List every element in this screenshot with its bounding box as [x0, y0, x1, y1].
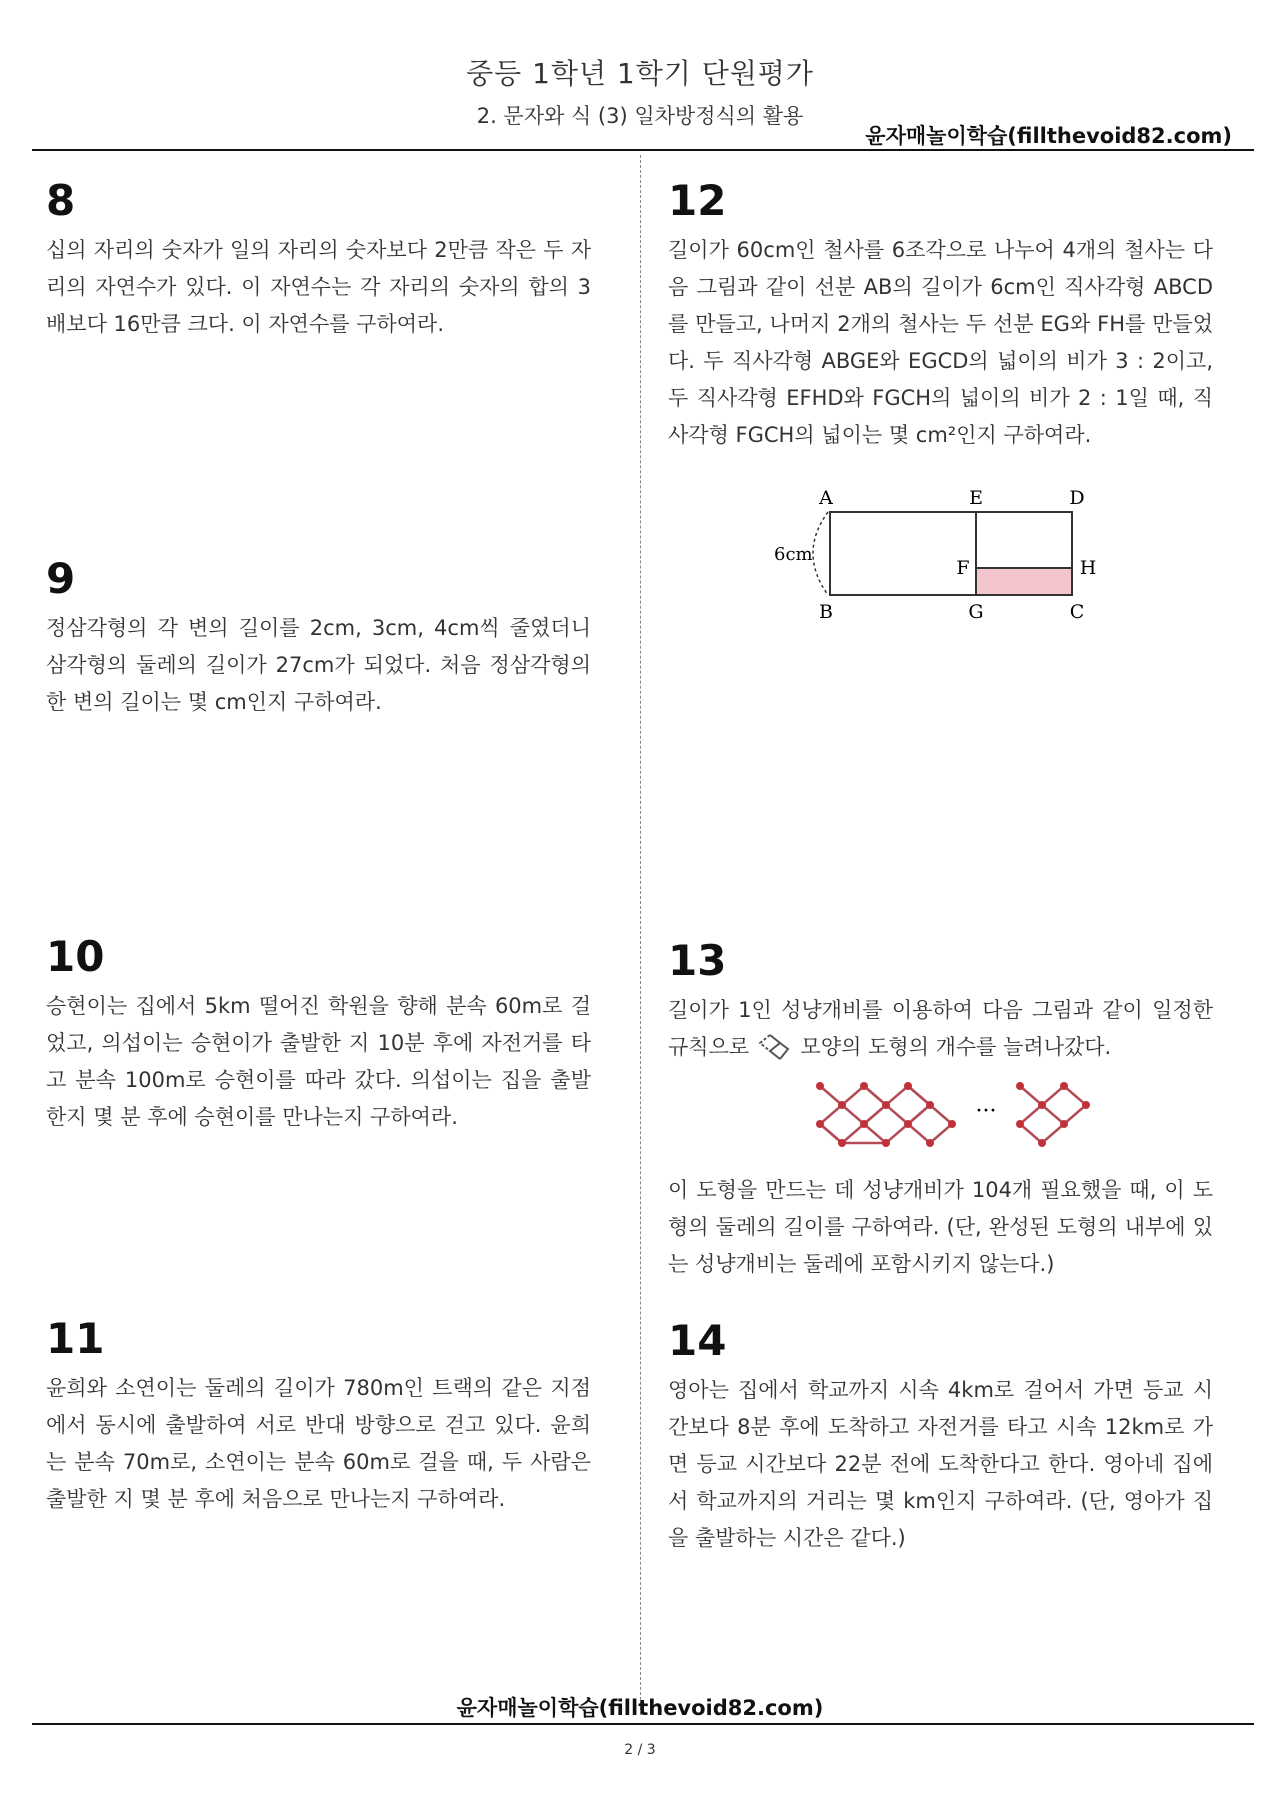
label-d: D — [1069, 487, 1085, 509]
brand-header: 윤자매놀이학습(fillthevoid82.com) — [865, 124, 1232, 148]
label-c: C — [1069, 601, 1085, 623]
page-number: 2 / 3 — [624, 1742, 656, 1758]
question-text-part-a: 길이가 1인 성냥개비를 이용하여 다음 그림과 같이 일정한 규칙으로 — [668, 998, 1213, 1059]
question-12 — [668, 176, 1213, 454]
question-number: 12 — [668, 176, 727, 225]
question-number: 11 — [46, 1314, 105, 1363]
matchstick-pattern — [810, 1078, 1100, 1168]
question-number: 9 — [46, 554, 76, 603]
question-13 — [668, 936, 1213, 1066]
page-title: 중등 1학년 1학기 단원평가 — [466, 57, 814, 90]
label-b: B — [819, 601, 833, 623]
question-13-continued — [668, 1172, 1213, 1283]
footer-rule — [32, 1723, 1254, 1725]
dimension-arc — [813, 512, 828, 595]
label-f: F — [956, 557, 970, 579]
question-8 — [46, 176, 591, 343]
page-subtitle: 2. 문자와 식 (3) 일차방정식의 활용 — [476, 104, 804, 128]
question-text: 승현이는 집에서 5km 떨어진 학원을 향해 분속 60m로 걸었고, 의섭이는 승현이가 출발한 지 10분 후에 자전거를 타고 분속 100m로 승현이를 따라 갔다. 의섭이는 집을 출발한지 몇 분 후에 승현이를 만나는지 구하여라. — [46, 994, 591, 1129]
question-text: 영아는 집에서 학교까지 시속 4km로 걸어서 가면 등교 시간보다 8분 후에 도착하고 자전거를 타고 시속 12km로 가면 등교 시간보다 22분 전에 도착한다고 한다. 영아네 집에서 학교까지의 거리는 몇 km인지 구하여라. (단, 영아가 집을 출발하는 시간은 같다.) — [668, 1378, 1213, 1550]
brand-footer: 윤자매놀이학습(fillthevoid82.com) — [456, 1696, 824, 1720]
question-9 — [46, 554, 591, 721]
question-number: 8 — [46, 176, 76, 225]
pattern-ellipsis: ··· — [975, 1099, 997, 1124]
chevron-unit-last — [1020, 1086, 1086, 1143]
question-number: 14 — [668, 1316, 727, 1365]
label-g: G — [968, 601, 984, 623]
question-14 — [668, 1316, 1213, 1557]
question-text: 길이가 60cm인 철사를 6조각으로 나누어 4개의 철사는 다음 그림과 같이 선분 AB의 길이가 6cm인 직사각형 ABCD를 만들고, 나머지 2개의 철사는 두 선분 EG와 FH를 만들었다. 두 직사각형 ABGE와 EGCD의 넓이의 비가 3 : 2이고, 두 직사각형 EFHD와 FGCH의 넓이의 비가 2 : 1일 때, 직사각형 FGCH의 넓이는 몇 cm²인지 구하여라. — [668, 238, 1213, 447]
question-text-part-c: 이 도형을 만드는 데 성냥개비가 104개 필요했을 때, 이 도형의 둘레의 길이를 구하여라. (단, 완성된 도형의 내부에 있는 성냥개비는 둘레에 포함시키지 않는다.) — [668, 1178, 1213, 1276]
question-number: 13 — [668, 936, 727, 985]
label-e: E — [969, 487, 983, 509]
label-h: H — [1079, 557, 1097, 579]
shaded-rectangle-fgch — [976, 568, 1072, 595]
question-10 — [46, 932, 591, 1136]
question-11 — [46, 1314, 591, 1518]
question-text-block — [668, 992, 1213, 1066]
label-a: A — [819, 487, 833, 509]
question-text: 십의 자리의 숫자가 일의 자리의 숫자보다 2만큼 작은 두 자리의 자연수가 있다. 이 자연수는 각 자리의 숫자의 합의 3배보다 16만큼 크다. 이 자연수를 구하여라. — [46, 238, 591, 336]
question-text-part-b: 모양의 도형의 개수를 늘려나갔다. — [800, 1035, 1112, 1059]
column-divider — [640, 155, 641, 1715]
header-rule — [32, 149, 1254, 151]
chevron-shape-icon — [756, 1033, 794, 1063]
side-length-label: 6cm — [774, 544, 813, 565]
question-number: 10 — [46, 932, 105, 981]
rectangle-figure — [770, 480, 1110, 625]
question-text: 정삼각형의 각 변의 길이를 2cm, 3cm, 4cm씩 줄였더니 삼각형의 둘레의 길이가 27cm가 되었다. 처음 정삼각형의 한 변의 길이는 몇 cm인지 구하여라. — [46, 616, 591, 714]
question-text: 윤희와 소연이는 둘레의 길이가 780m인 트랙의 같은 지점에서 동시에 출발하여 서로 반대 방향으로 걷고 있다. 윤희는 분속 70m로, 소연이는 분속 60m로 걸을 때, 두 사람은 출발한 지 몇 분 후에 처음으로 만나는지 구하여라. — [46, 1376, 591, 1511]
